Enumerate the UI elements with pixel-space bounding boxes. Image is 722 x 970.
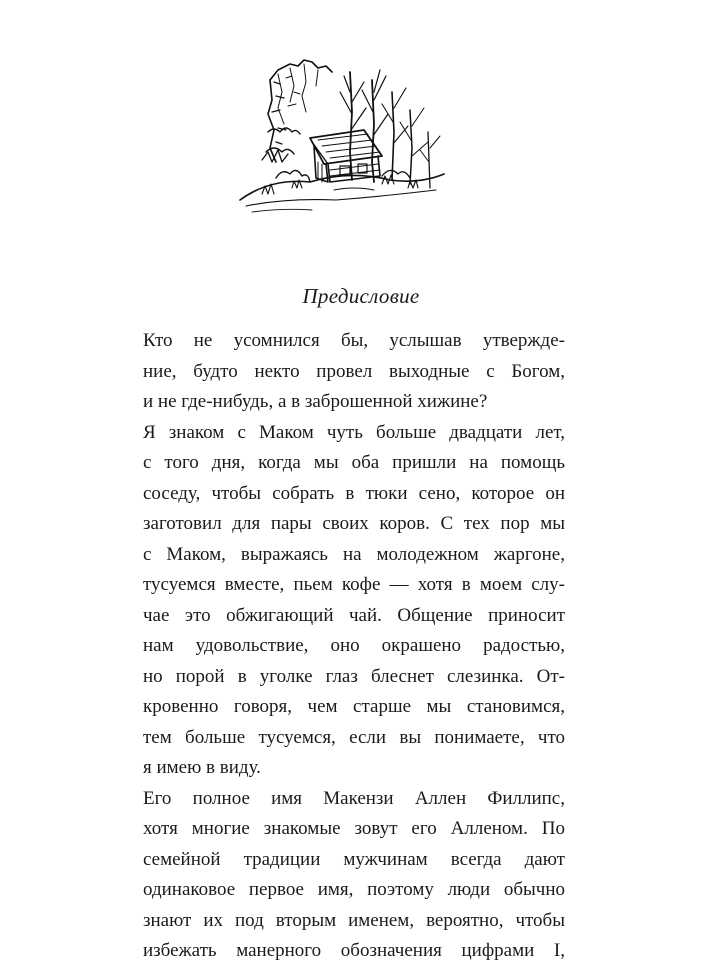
text-line: кровенно говоря, чем старше мы становимся,	[143, 696, 565, 717]
text-line: знают их под вторым именем, вероятно, чтобы	[143, 909, 565, 931]
text-line: Я знаком с Маком чуть больше двадцати лет,	[143, 421, 565, 443]
text-line: с Маком, выражаясь на молодежном жаргоне,	[143, 543, 565, 565]
text-line: Кто не усомнился бы, услышав утвержде-	[143, 330, 565, 351]
text-line: избежать манерного обозначения цифрами I,	[143, 940, 565, 961]
text-line: тем больше тусуемся, если вы понимаете, что	[143, 726, 565, 748]
cabin-in-woods-sketch-icon	[232, 52, 448, 222]
text-line: ние, будто некто провел выходные с Богом,	[143, 360, 565, 382]
text-line: одинаковое первое имя, поэтому люди обычно	[143, 879, 565, 900]
text-line: заготовил для пары своих коров. С тех пор мы	[143, 513, 565, 534]
text-line: тусуемся вместе, пьем кофе — хотя в моем слу-	[143, 574, 565, 595]
text-line: чае это обжигающий чай. Общение приносит	[143, 604, 565, 626]
text-line: нам удовольствие, оно окрашено радостью,	[143, 635, 565, 656]
text-line: и не где-нибудь, а в заброшенной хижине?	[143, 391, 488, 412]
chapter-title: Предисловие	[302, 284, 420, 308]
text-line: Его полное имя Макензи Аллен Филлипс,	[143, 787, 565, 809]
body-text	[143, 326, 565, 967]
text-line: но порой в уголке глаз блеснет слезинка. От-	[143, 665, 565, 687]
text-line: хотя многие знакомые зовут его Алленом. По	[143, 818, 565, 839]
text-line: я имею в виду.	[143, 757, 261, 778]
text-line: соседу, чтобы собрать в тюки сено, которое он	[143, 482, 565, 504]
text-line: с того дня, когда мы оба пришли на помощь	[143, 452, 565, 473]
text-line: семейной традиции мужчинам всегда дают	[143, 848, 565, 870]
